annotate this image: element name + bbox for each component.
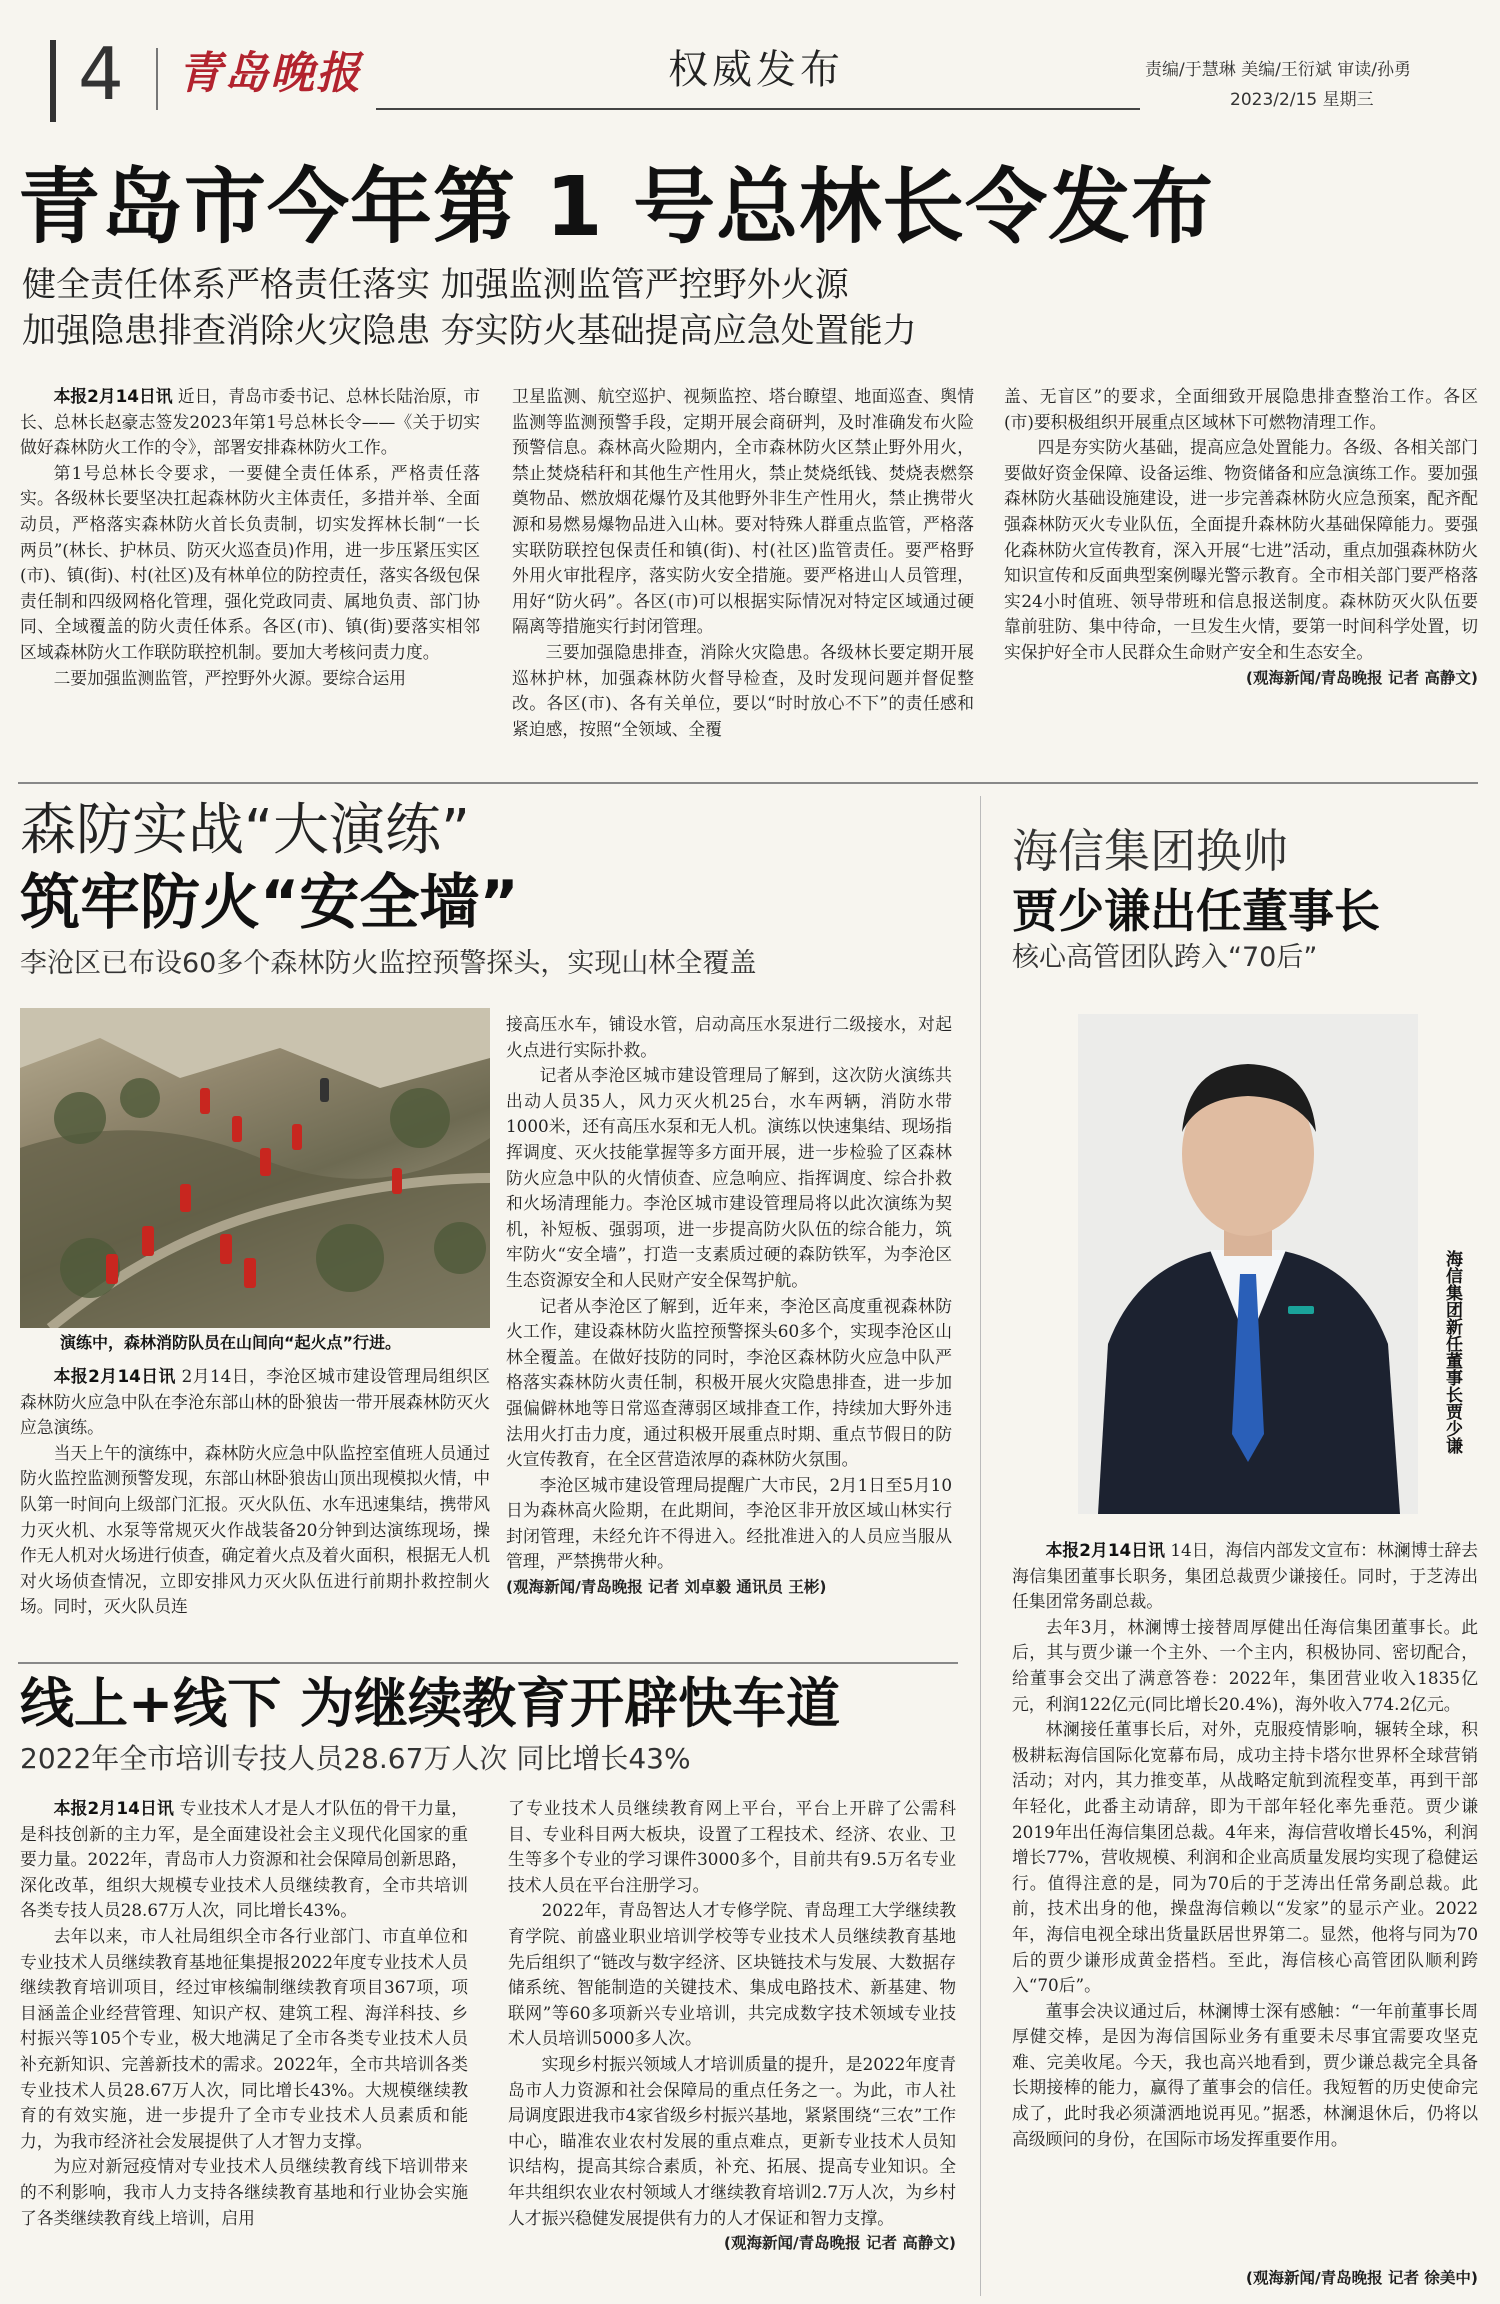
article2-bottom-rule [18,1662,958,1664]
article4-col1-p1: 专业技术人才是人才队伍的骨干力量，是科技创新的主力军，是全面建设社会主义现代化国家的重要力量。2022年，青岛市人力资源和社会保障局创新思路，深化改革，组织大规模专业技术人员继续教育，全市共培训各类专技人员28.67万人次，同比增长43%。 [20,1798,468,1921]
article2-col2-p4: 李沧区城市建设管理局提醒广大市民，2月1日至5月10日为森林高火险期，在此期间，李沧区非开放区域山林实行封闭管理，未经允许不得进入。经批准进入的人员应当服从管理，严禁携带火种。 [506,1474,952,1572]
article2-photo-caption: 演练中，森林消防队员在山间向“起火点”行进。 [60,1333,402,1352]
article1-column-2 [512,384,974,770]
article3-lead: 本报2月14日讯 [1045,1540,1165,1560]
masthead [0,0,1500,120]
article1-subhead1: 健全责任体系严格责任落实 加强监测监管严控野外火源 [22,265,849,305]
article3-p1: 14日，海信内部发文宣布：林澜博士辞去海信集团董事长职务，集团总裁贾少谦接任。同时，于芝涛出任集团常务副总裁。 [1012,1540,1478,1612]
article2-col2-p3: 记者从李沧区了解到，近年来，李沧区高度重视森林防火工作，建设森林防火监控预警探头60多个，实现李沧区山林全覆盖。在做好技防的同时，李沧区森林防火应急中队严格落实森林防火责任制，积极开展火灾隐患排查，进一步加强偏僻林地等日常巡查薄弱区域排查工作，持续加大野外违法用火打击力度，通过积极开展重点时期、重点节假日的防火宣传教育，在全区营造浓厚的森林防火氛围。 [506,1295,952,1470]
article4-byline: (观海新闻/青岛晚报 记者 高静文) [723,2234,956,2253]
article4-lead: 本报2月14日讯 [53,1798,174,1818]
article2-column-2 [506,1012,952,1658]
article1-col3-p2: 四是夯实防火基础，提高应急处置能力。各级、各相关部门要做好资金保障、设备运维、物资储备和应急演练工作。要加强森林防火基础设施建设，进一步完善森林防火应急预案，配齐配强森林防灭火专业队伍，全面提升森林防火基础保障能力。要强化森林防火宣传教育，深入开展“七进”活动，重点加强森林防火知识宣传和反面典型案例曝光警示教育。全市相关部门要严格落实24小时值班、领导带班和信息报送制度。森林防灭火队伍要靠前驻防、集中待命，一旦发生火情，要第一时间科学处置，切实保护好全市人民群众生命财产安全和生态安全。 [1004,437,1478,662]
article3-body [1012,1538,1478,2198]
masthead-left-bar [50,40,56,122]
article3-p4: 董事会决议通过后，林澜博士深有感触：“一年前董事长周厚健交棒，是因为海信国际业务有重要未尽事宜需要攻坚克难、完美收尾。今天，我也高兴地看到，贾少谦总裁完全具备长期接棒的能力，赢得了董事会的信任。我短暂的历史使命完成了，此时我必须潇洒地说再见。”据悉，林澜退休后，仍将以高级顾问的身份，在国际市场发挥重要作用。 [1012,2000,1478,2149]
article3-subhead: 核心高管团队跨入“70后” [1012,942,1318,973]
editors-line: 责编/于慧琳 美编/王衍斌 审读/孙勇 [1145,60,1411,80]
forest-drill-illustration [20,1008,490,1328]
paper-logo: 青岛晚报 [178,48,362,99]
article1-col1-p1: 近日，青岛市委书记、总林长陆治原，市长、总林长赵豪志签发2023年第1号总林长令——《关于切实做好森林防火工作的令》，部署安排森林防火工作。 [20,386,480,458]
masthead-underline [376,108,1140,110]
article1-col2-p2: 三要加强隐患排查，消除火灾隐患。各级林长要定期开展巡林护林，加强森林防火督导检查，及时发现问题并督促整改。各区(市)、各有关单位，要以“时时放心不下”的责任感和紧迫感，按照“全领域、全覆 [512,641,974,739]
article3-photo-caption: 海信集团新任董事长贾少谦 [1442,1250,1462,1454]
article2-col2-p2: 记者从李沧区城市建设管理局了解到，这次防火演练共出动人员35人，风力灭火机25台，水车两辆，消防水带1000米，还有高压水泵和无人机。演练以快速集结、现场指挥调度、灭火技能掌握等多方面开展，进一步检验了区森林防火应急中队的火情侦查、应急响应、指挥调度、综合扑救和火场清理能力。李沧区城市建设管理局将以此次演练为契机，补短板、强弱项，进一步提高防火队伍的综合能力，筑牢防火“安全墙”，打造一支素质过硬的森防铁军，为李沧区生态资源安全和人民财产安全保驾护航。 [506,1065,952,1290]
article2-column-1 [20,1364,490,1650]
article2-col1-p1: 2月14日，李沧区城市建设管理局组织区森林防火应急中队在李沧东部山林的卧狼齿一带开展森林防灭火应急演练。 [20,1366,490,1438]
article1-lead: 本报2月14日讯 [53,386,173,406]
article2-col2-p1: 接高压水车，铺设水管，启动高压水泵进行二级接水，对起火点进行实际扑救。 [506,1014,952,1060]
article1-col1-p3: 二要加强监测监管，严控野外火源。要综合运用 [53,667,407,688]
article4-headline: 线上+线下 为继续教育开辟快车道 [20,1672,841,1735]
article3-kicker: 海信集团换帅 [1012,824,1288,878]
article1-byline: (观海新闻/青岛晚报 记者 高静文) [1245,668,1478,687]
article3-headline: 贾少谦出任董事长 [1012,884,1380,938]
column-divider-vertical [980,796,981,2296]
article4-subhead: 2022年全市培训专技人员28.67万人次 同比增长43% [20,1742,691,1775]
article4-col2-p2: 2022年，青岛智达人才专修学院、青岛理工大学继续教育学院、前盛业职业培训学校等专业技术人员继续教育基地先后组织了“链改与数字经济、区块链技术与发展、大数据存储系统、智能制造的关键技术、集成电路技术、新基建、物联网”等60多项新兴专业培训，共完成数字技术领域专业技术人员培训5000多人次。 [508,1900,956,2049]
issue-date: 2023/2/15 星期三 [1230,90,1374,110]
article4-col2-p1: 了专业技术人员继续教育网上平台，平台上开辟了公需科目、专业科目两大板块，设置了工程技术、经济、农业、卫生等多个专业的学习课件3000多个，目前共有9.5万名专业技术人员在平台注册学习。 [508,1798,956,1895]
article4-column-2 [508,1796,956,2300]
page-number: 4 [78,32,124,116]
article1-col2-p1: 卫星监测、航空巡护、视频监控、塔台瞭望、地面巡查、舆情监测等监测预警手段，定期开展会商研判，及时准确发布火险预警信息。森林高火险期内，全市森林防火区禁止野外用火，禁止焚烧秸秆和其他生产性用火，禁止焚烧纸钱、焚烧表燃祭奠物品、燃放烟花爆竹及其他野外非生产性用火，禁止携带火源和易燃易爆物品进入山林。要对特殊人群重点监管，严格落实联防联控包保责任和镇(街)、村(社区)监管责任。要严格野外用火审批程序，落实防火安全措施。要严格进山人员管理，用好“防火码”。各区(市)可以根据实际情况对特定区域通过硬隔离等措施实行封闭管理。 [512,386,974,637]
executive-portrait [1078,1014,1418,1514]
section-title: 权威发布 [668,47,844,93]
masthead-divider [156,48,158,110]
portrait-illustration [1078,1014,1418,1514]
article1-col3-p1: 盖、无盲区”的要求，全面细致开展隐患排查整治工作。各区(市)要积极组织开展重点区域林下可燃物清理工作。 [1004,386,1478,432]
article1-col1-p2: 第1号总林长令要求，一要健全责任体系，严格责任落实。各级林长要坚决扛起森林防火主体责任，多措并举、全面动员，严格落实森林防火首长负责制，切实发挥林长制“一长两员”(林长、护林员、防灭火巡查员)作用，进一步压紧压实区(市)、镇(街)、村(社区)及有林单位的防控责任，落实各级包保责任制和四级网格化管理，强化党政同责、属地负责、部门协同、全域覆盖的防火责任体系。各区(市)、镇(街)要落实相邻区域森林防火工作联防联控机制。要加大考核问责力度。 [20,462,480,662]
article3-p2: 去年3月，林澜博士接替周厚健出任海信集团董事长。此后，其与贾少谦一个主外、一个主内，积极协同、密切配合，给董事会交出了满意答卷：2022年，集团营业收入1835亿元，利润122亿元(同比增长20.4%)，海外收入774.2亿元。 [1012,1616,1478,1714]
article3-p3: 林澜接任董事长后，对外，克服疫情影响，辗转全球，积极耕耘海信国际化宽幕布局，成功主持卡塔尔世界杯全球营销活动；对内，其力推变革，从战略定航到流程变革，再到干部年轻化，此番主动请辞，即为干部年轻化率先垂范。贾少谦2019年出任海信集团总裁。4年来，海信营收增长45%，利润增长77%，营收规模、利润和企业高质量发展均实现了稳健运行。值得注意的是，同为70后的于芝涛出任常务副总裁。此前，技术出身的他，操盘海信赖以“发家”的显示产业。2022年，海信电视全球出货量跃居世界第二。显然，他将与同为70后的贾少谦形成黄金搭档。至此，海信核心高管团队顺利跨入“70后”。 [1012,1719,1478,1996]
article4-col1-p2: 去年以来，市人社局组织全市各行业部门、市直单位和专业技术人员继续教育基地征集提报2022年度专业技术人员继续教育培训项目，经过审核编制继续教育项目367项，项目涵盖企业经营管理、知识产权、建筑工程、海洋科技、乡村振兴等105个专业，极大地满足了全市各类专业技术人员补充新知识、完善新技术的需求。2022年，全市共培训各类专业技术人员28.67万人次，同比增长43%。大规模继续教育的有效实施，进一步提升了全市专业技术人员素质和能力，为我市经济社会发展提供了人才智力支撑。 [20,1925,468,2151]
article1-column-1 [20,384,480,770]
article2-lead: 本报2月14日讯 [53,1366,176,1386]
article4-column-1 [20,1796,468,2300]
article2-byline: (观海新闻/青岛晚报 记者 刘卓毅 通讯员 王彬) [506,1578,827,1597]
article1-subhead2: 加强隐患排查消除火灾隐患 夯实防火基础提高应急处置能力 [22,311,917,351]
article2-title2: 筑牢防火“安全墙” [20,868,519,938]
article1-bottom-rule [18,782,1478,784]
article4-col1-p3: 为应对新冠疫情对专业技术人员继续教育线下培训带来的不利影响，我市人力支持各继续教育基地和行业协会实施了各类继续教育线上培训，启用 [20,2156,468,2228]
article1-headline: 青岛市今年第 1 号总林长令发布 [18,160,1215,255]
article2-title1: 森防实战“大演练” [20,798,471,863]
article2-col1-p2: 当天上午的演练中，森林防火应急中队监控室值班人员通过防火监控监测预警发现，东部山林卧狼齿山顶出现模拟火情，中队第一时间向上级部门汇报。灭火队伍、水车迅速集结，携带风力灭火机、水泵等常规灭火作战装备20分钟到达演练现场，操作无人机对火场进行侦查，确定着火点及着火面积，根据无人机对火场侦查情况，立即安排风力灭火队伍进行前期扑救控制火场。同时，灭火队员连 [20,1442,490,1617]
forest-drill-photo [20,1008,490,1328]
article4-col2-p3: 实现乡村振兴领域人才培训质量的提升，是2022年度青岛市人力资源和社会保障局的重点任务之一。为此，市人社局调度跟进我市4家省级乡村振兴基地，紧紧围绕“三农”工作中心，瞄准农业农村发展的重点难点，更新专业技术人员知识结构，提高其综合素质，补充、拓展、提高专业知识。全年共组织农业农村领域人才继续教育培训2.7万人次，为乡村人才振兴稳健发展提供有力的人才保证和智力支撑。 [508,2053,956,2228]
article3-byline: (观海新闻/青岛晚报 记者 徐美中) [1245,2269,1478,2287]
article1-column-3 [1004,384,1478,776]
article2-subhead: 李沧区已布设60多个森林防火监控预警探头，实现山林全覆盖 [20,948,757,979]
